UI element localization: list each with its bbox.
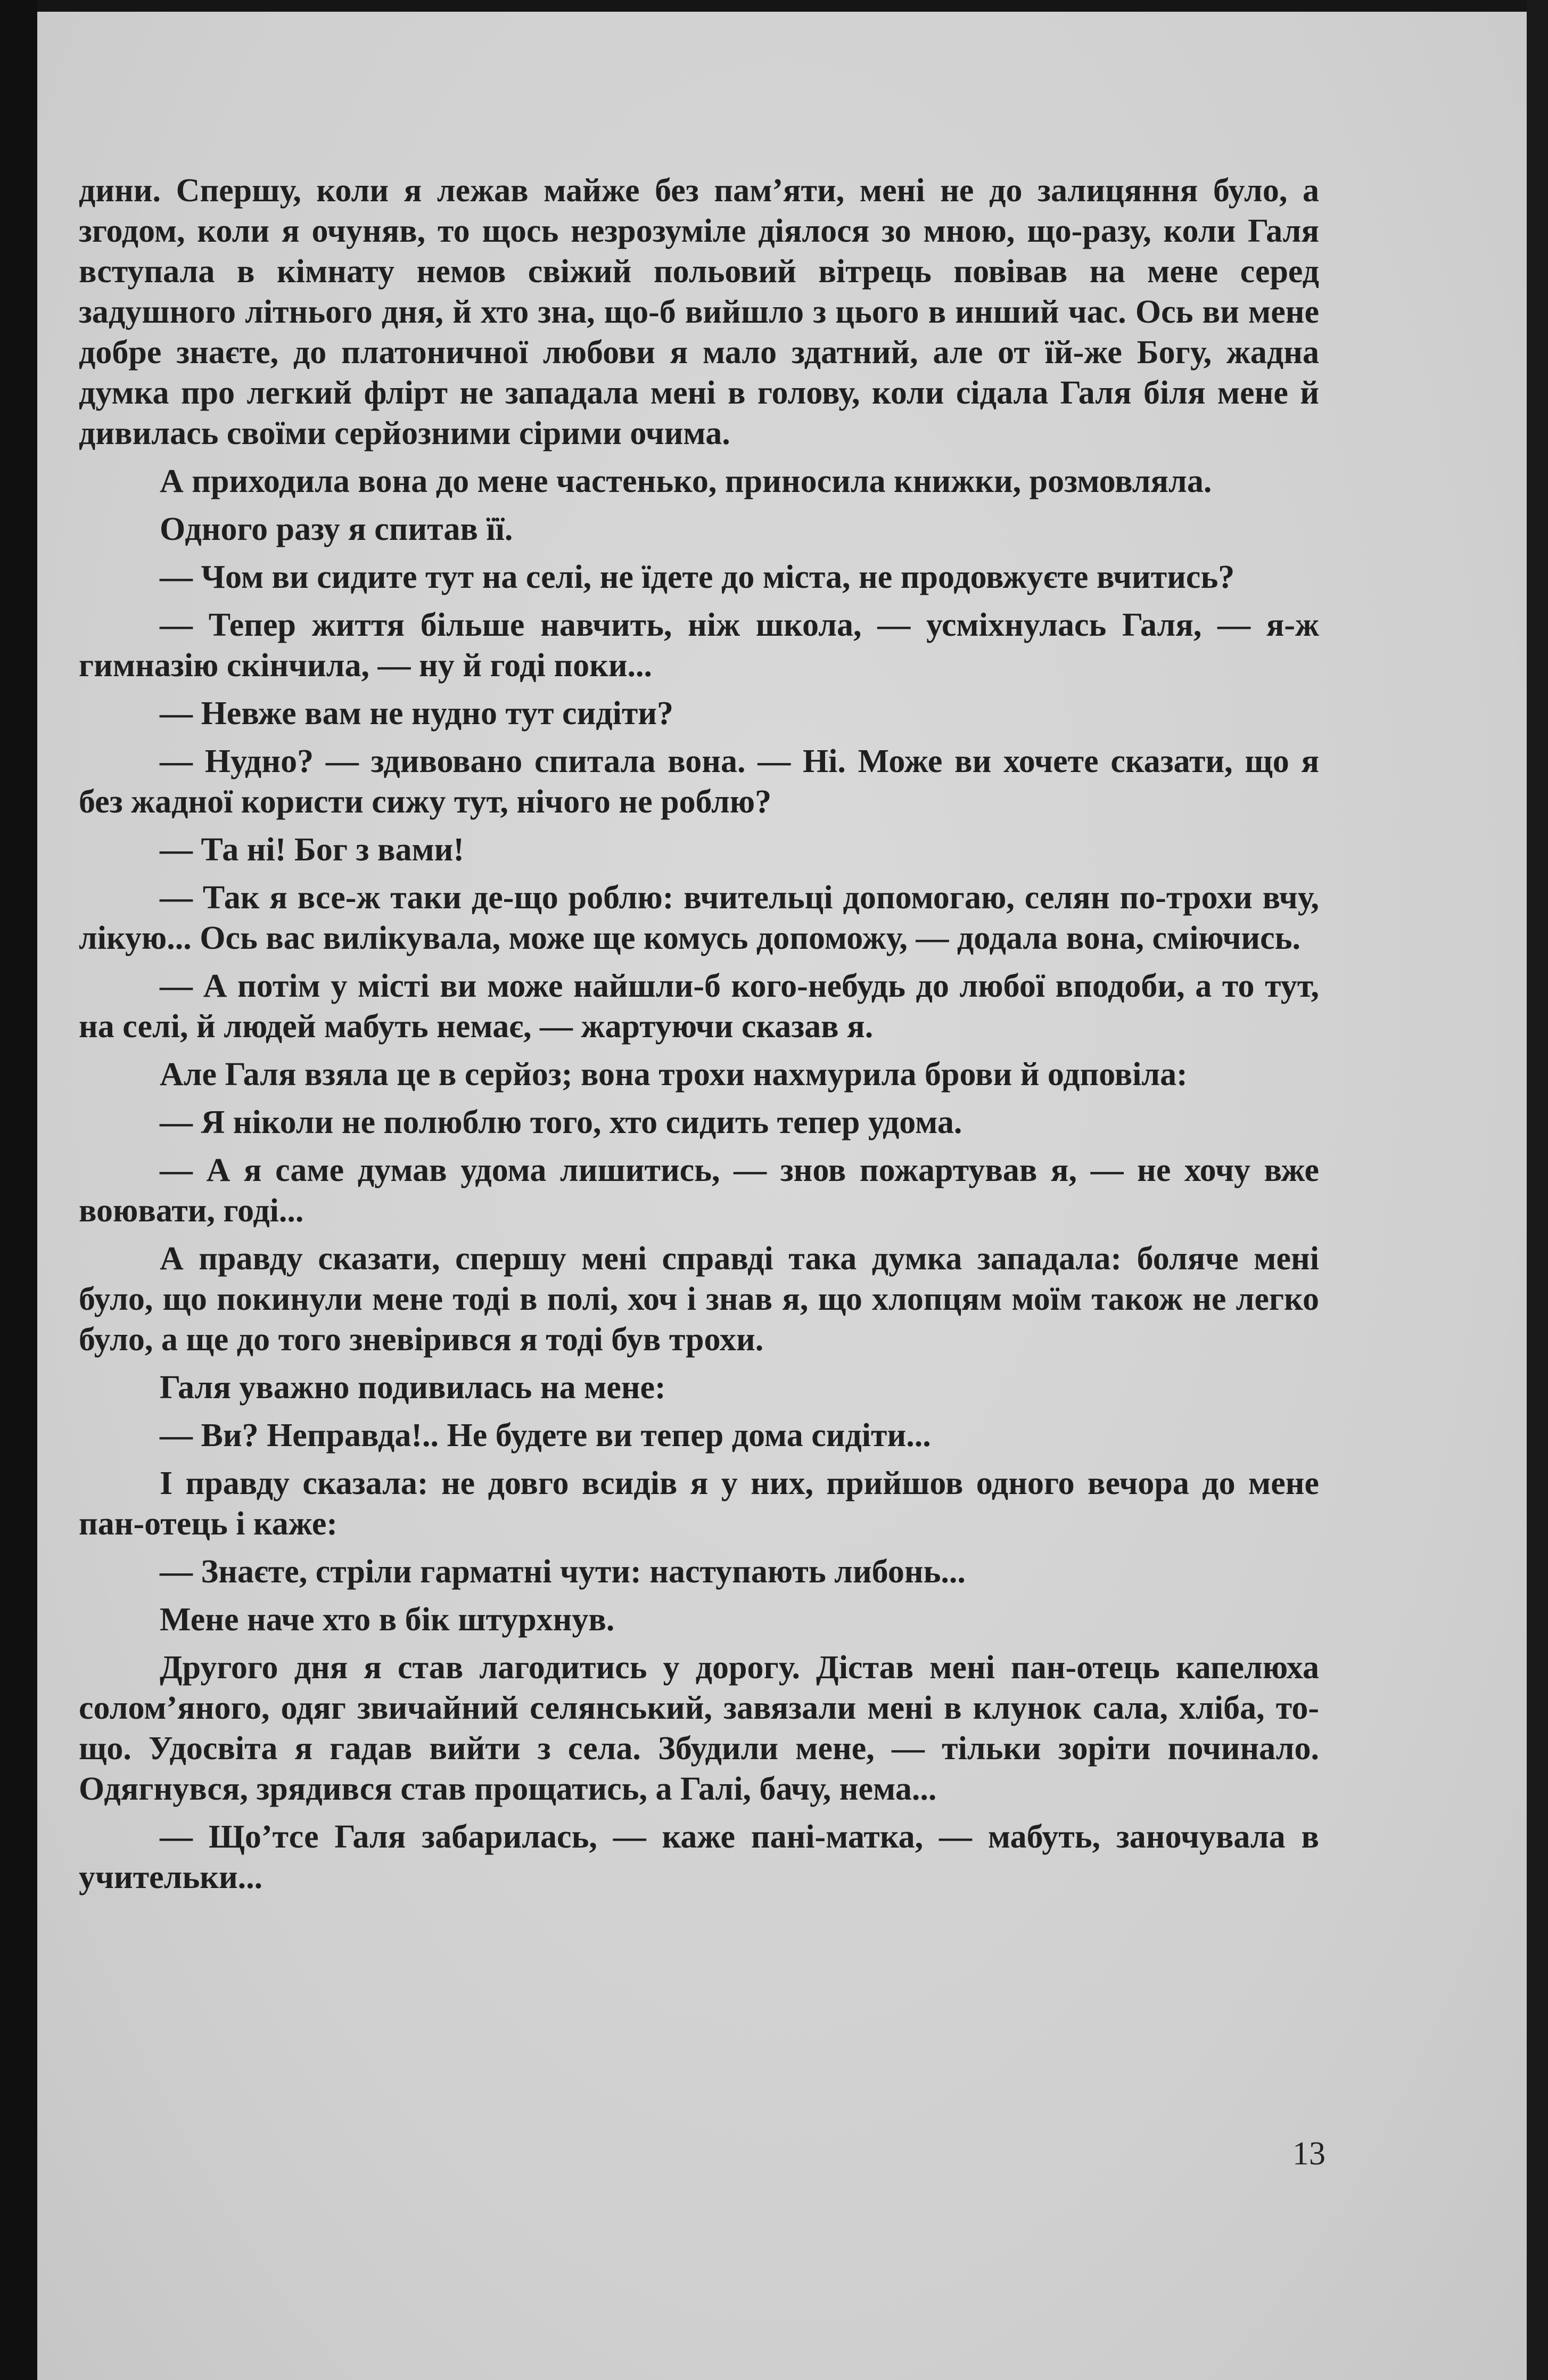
scan-top-edge [0,0,1548,12]
page-number: 13 [1292,2136,1325,2172]
paragraph: — А я саме думав удома лишитись, — знов пожартував я, — не хочу вже воювати, годі... [79,1152,1319,1229]
paragraph: — Чом ви сидите тут на селі, не їдете до міста, не продовжуєте вчитись? [160,559,1235,595]
scan-left-edge [0,0,37,2380]
paragraph: А приходила вона до мене частенько, приносила книжки, розмовляла. [160,463,1212,499]
paragraph: Другого дня я став лагодитись у дорогу. Дістав мені пан-отець капелюха солом’яного, одяг звичайний селянський, завязали мені в клунок сала, хліба, то-що. Удосвіта я гадав вийти з села. Збудили мене, — тільки зоріти починало. Одягнувся, зрядився став прощатись, а Галі, бачу, нема... [79,1649,1319,1807]
paragraph: — Та ні! Бог з вами! [160,832,465,868]
paragraph: — А потім у місті ви може найшли-б кого-небудь до любої вподоби, а то тут, на селі, й людей мабуть немає, — жартуючи сказав я. [79,968,1319,1045]
paragraph: Одного разу я спитав її. [160,511,513,547]
paragraph: — Знаєте, стріли гарматні чути: наступають либонь... [160,1554,966,1590]
paragraph: — Нудно? — здивовано спитала вона. — Ні. Може ви хочете сказати, що я без жадної користи сижу тут, нічого не роблю? [79,743,1319,820]
page-text [79,170,1319,1905]
paragraph: — Тепер життя більше навчить, ніж школа, — усміхнулась Галя, — я-ж гимназію скінчила, — ну й годі поки... [79,607,1319,684]
paragraph: Мене наче хто в бік штурхнув. [160,1602,615,1638]
paragraph: Галя уважно подивилась на мене: [160,1369,666,1406]
paragraph: — Так я все-ж таки де-що роблю: вчительці допомогаю, селян по-трохи вчу, лікую... Ось вас вилікувала, може ще комусь допоможу, — додала вона, сміючись. [79,880,1319,956]
paragraph: — Я ніколи не полюблю того, хто сидить тепер удома. [160,1104,962,1140]
paragraph: — Невже вам не нудно тут сидіти? [160,695,674,732]
paragraph: Але Галя взяла це в серйоз; вона трохи нахмурила брови й одповіла: [160,1056,1188,1093]
paragraph: дини. Спершу, коли я лежав майже без пам’яти, мені не до залицяння було, а згодом, коли я очуняв, то щось незрозуміле діялося зо мною, що-разу, коли Галя вступала в кімнату немов свіжий польовий вітрець повівав на мене серед задушного літнього дня, й хто зна, що-б вийшло з цього в инший час. Ось ви мене добре знаєте, до платоничної любови я мало здатний, але от їй-же Богу, жадна думка про легкий флірт не западала мені в голову, коли сідала Галя біля мене й дивилась своїми серйозними сірими очима. [79,173,1319,452]
paragraph: — Ви? Неправда!.. Не будете ви тепер дома сидіти... [160,1417,931,1454]
scan-right-edge [1527,0,1548,2380]
paragraph: І правду сказала: не довго всидів я у них, прийшов одного вечора до мене пан-отець і каже: [79,1465,1319,1542]
paragraph: — Що’тсе Галя забарилась, — каже пані-матка, — мабуть, заночувала в учительки... [79,1819,1319,1895]
paragraph: А правду сказати, спершу мені справді така думка западала: боляче мені було, що покинули мене тоді в полі, хоч і знав я, що хлопцям моїм також не легко було, а ще до того зневірився я тоді був трохи. [79,1241,1319,1358]
